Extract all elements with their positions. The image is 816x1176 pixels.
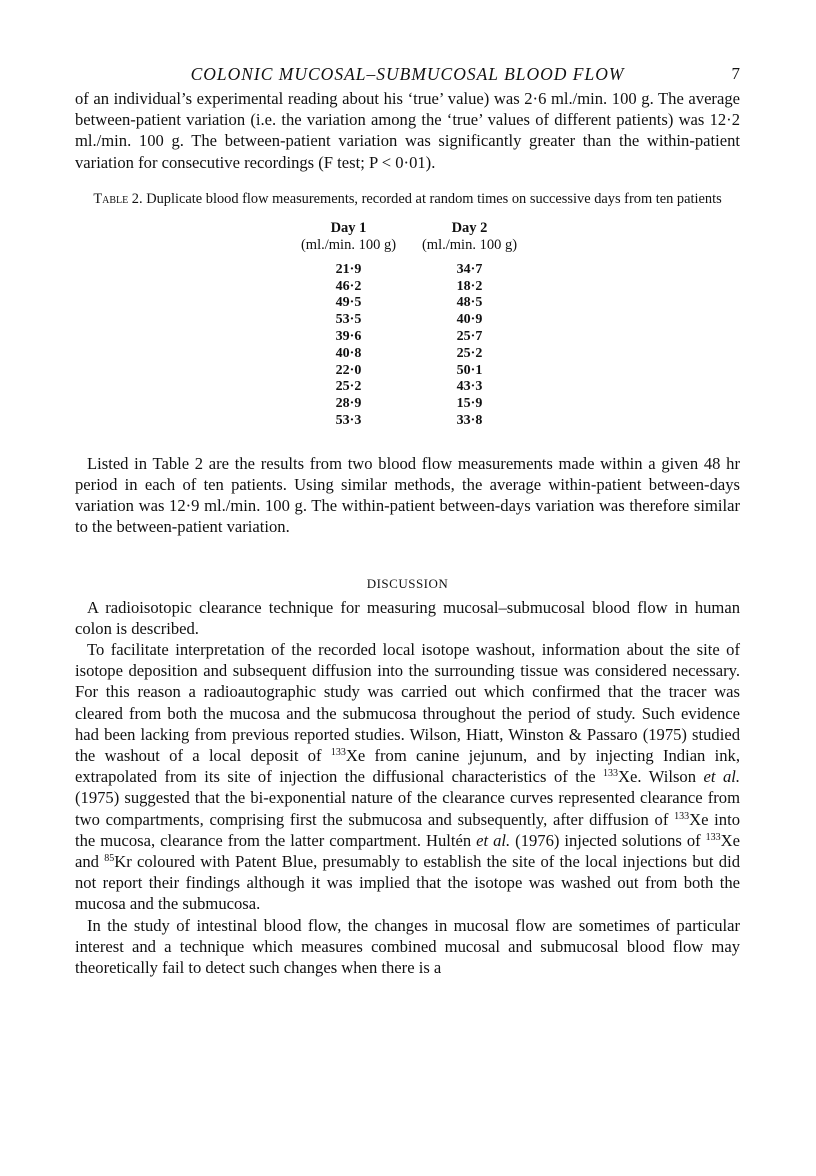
isotope-mass-number: 133 (674, 810, 690, 822)
blood-flow-table (288, 220, 530, 430)
day2-value: 25·2 (456, 345, 483, 361)
et-al: et al. (703, 767, 740, 787)
table-row (288, 346, 530, 363)
table-row (288, 329, 530, 346)
text-run: (1976) injected solutions of (510, 830, 706, 850)
page-number: 7 (731, 64, 740, 83)
table-row (288, 262, 530, 279)
day2-value: 43·3 (456, 379, 483, 395)
discussion-paragraph-3: In the study of intestinal blood flow, the changes in mucosal flow are sometimes of particular interest and a technique which measures combined mucosal and submucosal blood flow may theoretically fail to detect such changes when there is a (75, 915, 740, 978)
table-row (288, 379, 530, 396)
column-unit-day1: (ml./min. 100 g) (300, 237, 397, 254)
text-run: Kr coloured with Patent Blue, presumably to establish the site of the local injections but did not report their findings although it was implied that the isotope was washed out from both the mucosa and the submucosa. (75, 852, 740, 914)
day2-value: 50·1 (456, 362, 483, 378)
page (75, 64, 740, 978)
running-title: COLONIC MUCOSAL–SUBMUCOSAL BLOOD FLOW (190, 64, 625, 84)
table-discussion-paragraph: Listed in Table 2 are the results from two blood flow measurements made within a given 48 hr period in each of ten patients. Using similar methods, the average within-patient between-days variation was 12·9 ml./min. 100 g. The within-patient between-days variation was therefore similar to the between-patient variation. (75, 453, 740, 537)
day1-value: 53·3 (335, 412, 362, 428)
table-row (288, 413, 530, 430)
day1-value: 25·2 (335, 379, 362, 395)
text-run: Xe. Wilson (618, 767, 704, 787)
et-al: et al. (476, 830, 511, 850)
day2-value: 34·7 (456, 261, 483, 277)
day2-value: 48·5 (456, 295, 483, 311)
day1-value: 53·5 (335, 312, 362, 328)
day1-value: 22·0 (335, 362, 362, 378)
intro-paragraph: of an individual’s experimental reading about his ‘true’ value) was 2·6 ml./min. 100 g. The average between-patient variation (i.e. the variation among the ‘true’ values of different patients) was 12·2 ml./min. 100 g. The between-patient variation was significantly greater than the within-patient variation for consecutive recordings (F test; P < 0·01). (75, 89, 740, 172)
table-row (288, 312, 530, 329)
table-label: Table 2. (93, 190, 143, 207)
day1-value: 40·8 (335, 345, 362, 361)
text-run: Xe and (75, 830, 740, 872)
day2-value: 25·7 (456, 329, 483, 344)
day2-value: 18·2 (456, 278, 483, 294)
section-heading-discussion: DISCUSSION (366, 575, 449, 591)
table-row (288, 363, 530, 380)
text-run: (1975) suggested that the bi-exponential nature of the clearance curves represented clearance from two compartments, comprising first the submucosa and subsequently, after diffusion of (75, 788, 740, 829)
day2-value: 15·9 (456, 396, 483, 412)
day1-value: 28·9 (335, 396, 362, 412)
day1-value: 46·2 (335, 278, 362, 294)
column-unit-day2: (ml./min. 100 g) (421, 237, 518, 254)
discussion-paragraph-2 (75, 639, 740, 915)
table-row (288, 295, 530, 312)
column-header-day2: Day 2 (451, 219, 488, 236)
table-caption-text: Duplicate blood flow measurements, recorded at random times on successive days from ten patients (146, 190, 722, 207)
column-header-day1: Day 1 (330, 219, 367, 236)
table-caption (75, 190, 740, 208)
day1-value: 21·9 (335, 261, 362, 277)
isotope-mass-number: 85 (104, 853, 115, 865)
text-run: To facilitate interpretation of the recorded local isotope washout, information about the site of isotope deposition and subsequent diffusion into the surrounding tissue was considered necessary. For this reason a radioautographic study was carried out which confirmed that the tracer was cleared from both the mucosa and the submucosa throughout the period of study. Such evidence had been lacking from previous reported studies. Wilson, Hiatt, Winston & Passaro (1975) studied the washout of a local deposit of (75, 640, 740, 766)
table-row (288, 279, 530, 296)
discussion-paragraph-1: A radioisotopic clearance technique for measuring mucosal–submucosal blood flow in human colon is described. (75, 597, 740, 638)
table-row (288, 396, 530, 413)
day1-value: 49·5 (335, 295, 362, 311)
isotope-mass-number: 133 (705, 831, 721, 843)
isotope-mass-number: 133 (330, 747, 346, 759)
day2-value: 40·9 (456, 312, 483, 328)
text-run: Xe from canine jejunum, and by injecting Indian ink, extrapolated from its site of injection the diffusional characteristics of the (75, 746, 741, 787)
running-head (75, 64, 740, 88)
text-run: Xe into the mucosa, clearance from the latter compartment. Hultén (75, 809, 740, 850)
day2-value: 33·8 (456, 412, 483, 428)
isotope-mass-number: 133 (603, 768, 619, 780)
day1-value: 39·6 (335, 329, 362, 344)
